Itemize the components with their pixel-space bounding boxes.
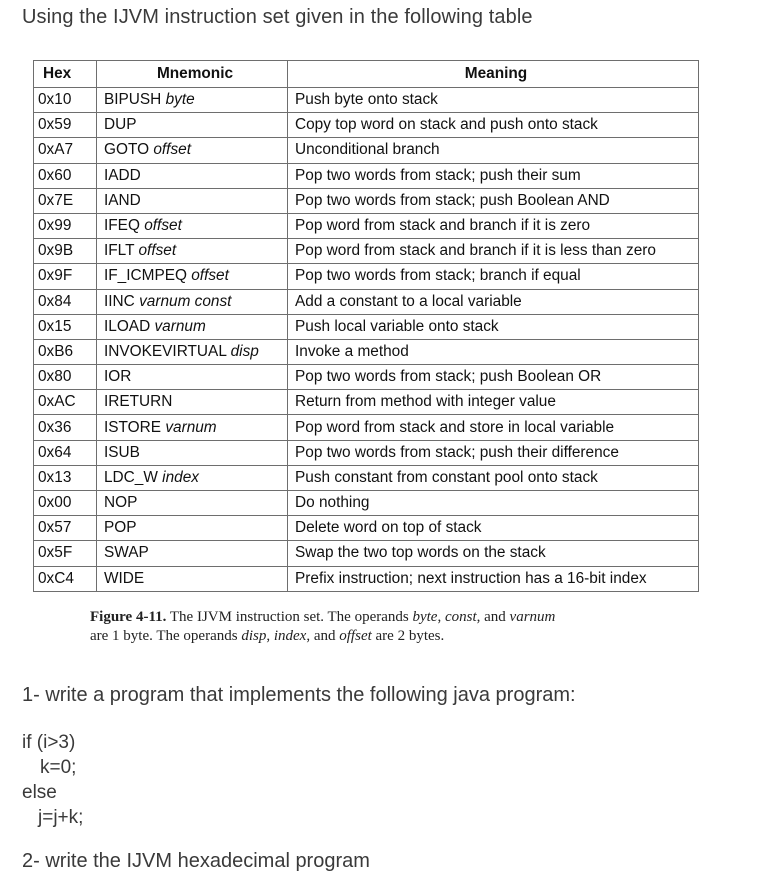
cell-hex: 0x10 xyxy=(34,88,97,113)
cell-meaning: Add a constant to a local variable xyxy=(288,289,699,314)
cell-meaning: Prefix instruction; next instruction has a 16-bit index xyxy=(288,566,699,591)
table-row xyxy=(34,113,699,138)
cell-mnemonic xyxy=(97,264,288,289)
cell-hex: 0x99 xyxy=(34,213,97,238)
cell-meaning: Pop two words from stack; push Boolean OR xyxy=(288,365,699,390)
cell-mnemonic xyxy=(97,339,288,364)
cell-meaning: Push constant from constant pool onto stack xyxy=(288,465,699,490)
cell-mnemonic xyxy=(97,440,288,465)
cell-mnemonic xyxy=(97,163,288,188)
caption-text-5: are 2 bytes. xyxy=(375,628,445,644)
cell-mnemonic xyxy=(97,239,288,264)
cell-meaning: Pop two words from stack; push Boolean AND xyxy=(288,188,699,213)
mnemonic-op: ISTORE xyxy=(104,418,162,436)
caption-operand-index: index xyxy=(273,628,307,644)
table-row xyxy=(34,138,699,163)
table-row xyxy=(34,541,699,566)
intro-text: Using the IJVM instruction set given in the following table xyxy=(22,6,533,28)
cell-hex: 0x84 xyxy=(34,289,97,314)
caption-operand-const: const xyxy=(444,609,477,625)
cell-hex: 0xC4 xyxy=(34,566,97,591)
code-line-j-assign: j=j+k; xyxy=(38,807,84,828)
mnemonic-op: IF_ICMPEQ xyxy=(104,267,187,285)
cell-mnemonic xyxy=(97,365,288,390)
caption-label: Figure 4-11. xyxy=(90,609,167,625)
mnemonic-op: ILOAD xyxy=(104,317,151,335)
table-row xyxy=(34,516,699,541)
mnemonic-op: IRETURN xyxy=(104,393,173,411)
caption-comma-1: , xyxy=(437,609,442,625)
mnemonic-op: POP xyxy=(104,519,137,537)
mnemonic-operand: index xyxy=(162,468,199,486)
cell-hex: 0x13 xyxy=(34,465,97,490)
mnemonic-operand: varnum const xyxy=(139,292,232,310)
java-code-block xyxy=(22,730,83,830)
question-1: 1- write a program that implements the following java program: xyxy=(22,684,576,706)
cell-hex: 0x9F xyxy=(34,264,97,289)
table-body xyxy=(34,88,699,592)
caption-operand-varnum: varnum xyxy=(509,609,556,625)
cell-meaning: Pop two words from stack; branch if equal xyxy=(288,264,699,289)
table-row xyxy=(34,314,699,339)
mnemonic-operand: varnum xyxy=(165,418,217,436)
table-row xyxy=(34,365,699,390)
cell-mnemonic xyxy=(97,138,288,163)
mnemonic-operand: offset xyxy=(138,242,177,260)
mnemonic-op: IINC xyxy=(104,292,135,310)
cell-mnemonic xyxy=(97,541,288,566)
cell-mnemonic xyxy=(97,566,288,591)
table-row xyxy=(34,163,699,188)
cell-meaning: Swap the two top words on the stack xyxy=(288,541,699,566)
code-line-k-assign: k=0; xyxy=(40,757,77,778)
caption-operand-disp: disp xyxy=(241,628,267,644)
mnemonic-op: LDC_W xyxy=(104,468,158,486)
cell-meaning: Copy top word on stack and push onto stack xyxy=(288,113,699,138)
table-row xyxy=(34,188,699,213)
mnemonic-op: IAND xyxy=(104,191,141,209)
table-row xyxy=(34,339,699,364)
code-line-else: else xyxy=(22,782,57,803)
cell-meaning: Pop word from stack and branch if it is zero xyxy=(288,213,699,238)
mnemonic-op: BIPUSH xyxy=(104,91,162,109)
mnemonic-op: WIDE xyxy=(104,569,145,587)
mnemonic-op: GOTO xyxy=(104,141,150,159)
cell-meaning: Delete word on top of stack xyxy=(288,516,699,541)
cell-meaning: Do nothing xyxy=(288,491,699,516)
cell-hex: 0x80 xyxy=(34,365,97,390)
mnemonic-operand: offset xyxy=(153,141,191,159)
cell-hex: 0x57 xyxy=(34,516,97,541)
header-hex: Hex xyxy=(34,61,97,88)
mnemonic-op: IFLT xyxy=(104,242,135,260)
cell-hex: 0x7E xyxy=(34,188,97,213)
cell-hex: 0x36 xyxy=(34,415,97,440)
cell-meaning: Pop word from stack and branch if it is less than zero xyxy=(288,239,699,264)
table-row xyxy=(34,415,699,440)
caption-text-3: are 1 byte. The operands xyxy=(90,628,238,644)
cell-mnemonic xyxy=(97,390,288,415)
cell-hex: 0x15 xyxy=(34,314,97,339)
header-meaning: Meaning xyxy=(288,61,699,88)
caption-text-2: , and xyxy=(476,609,506,625)
cell-mnemonic xyxy=(97,516,288,541)
mnemonic-operand: offset xyxy=(191,267,229,285)
cell-meaning: Invoke a method xyxy=(288,339,699,364)
cell-mnemonic xyxy=(97,415,288,440)
cell-hex: 0x64 xyxy=(34,440,97,465)
cell-meaning: Pop two words from stack; push their difference xyxy=(288,440,699,465)
caption-operand-offset: offset xyxy=(339,628,372,644)
cell-hex: 0x5F xyxy=(34,541,97,566)
caption-text-4: , and xyxy=(306,628,336,644)
mnemonic-operand: disp xyxy=(230,342,259,360)
table-row xyxy=(34,390,699,415)
table-row xyxy=(34,566,699,591)
cell-meaning: Return from method with integer value xyxy=(288,390,699,415)
figure-caption xyxy=(90,608,670,646)
table-row xyxy=(34,289,699,314)
cell-hex: 0x9B xyxy=(34,239,97,264)
mnemonic-op: IFEQ xyxy=(104,217,140,235)
cell-meaning: Unconditional branch xyxy=(288,138,699,163)
cell-hex: 0x59 xyxy=(34,113,97,138)
table-row xyxy=(34,491,699,516)
cell-meaning: Pop two words from stack; push their sum xyxy=(288,163,699,188)
table-row xyxy=(34,440,699,465)
mnemonic-operand: varnum xyxy=(154,317,206,335)
mnemonic-op: NOP xyxy=(104,494,138,512)
caption-comma-2: , xyxy=(266,628,271,644)
mnemonic-operand: offset xyxy=(144,217,182,235)
instruction-table-wrapper xyxy=(33,60,698,592)
cell-meaning: Pop word from stack and store in local variable xyxy=(288,415,699,440)
mnemonic-op: DUP xyxy=(104,116,137,134)
cell-mnemonic xyxy=(97,465,288,490)
mnemonic-operand: byte xyxy=(165,91,195,109)
table-row xyxy=(34,213,699,238)
cell-mnemonic xyxy=(97,113,288,138)
table-header-row xyxy=(34,61,699,88)
question-2: 2- write the IJVM hexadecimal program xyxy=(22,850,370,872)
mnemonic-op: SWAP xyxy=(104,544,149,562)
mnemonic-op: INVOKEVIRTUAL xyxy=(104,342,227,360)
table-row xyxy=(34,264,699,289)
cell-hex: 0x00 xyxy=(34,491,97,516)
cell-hex: 0x60 xyxy=(34,163,97,188)
code-line-if: if (i>3) xyxy=(22,732,76,753)
header-mnemonic: Mnemonic xyxy=(97,61,288,88)
table-row xyxy=(34,239,699,264)
cell-mnemonic xyxy=(97,213,288,238)
ijvm-instruction-table xyxy=(33,60,699,592)
cell-hex: 0xB6 xyxy=(34,339,97,364)
cell-meaning: Push byte onto stack xyxy=(288,88,699,113)
mnemonic-op: ISUB xyxy=(104,443,140,461)
caption-text-1: The IJVM instruction set. The operands xyxy=(169,609,409,625)
cell-mnemonic xyxy=(97,88,288,113)
caption-operand-byte: byte xyxy=(412,609,438,625)
table-row xyxy=(34,465,699,490)
table-row xyxy=(34,88,699,113)
cell-hex: 0xAC xyxy=(34,390,97,415)
cell-mnemonic xyxy=(97,314,288,339)
cell-hex: 0xA7 xyxy=(34,138,97,163)
cell-mnemonic xyxy=(97,491,288,516)
mnemonic-op: IOR xyxy=(104,368,132,386)
mnemonic-op: IADD xyxy=(104,166,141,184)
cell-mnemonic xyxy=(97,289,288,314)
cell-meaning: Push local variable onto stack xyxy=(288,314,699,339)
cell-mnemonic xyxy=(97,188,288,213)
